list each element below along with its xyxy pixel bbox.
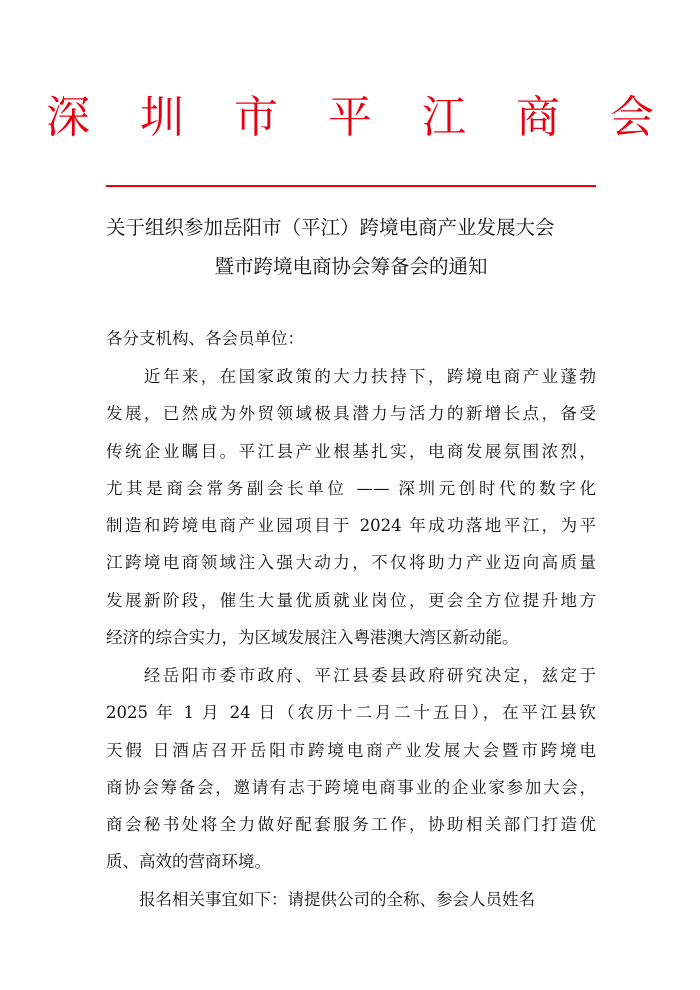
notice-title-line-2: 暨市跨境电商协会筹备会的通知 [214, 255, 488, 278]
paragraph-line: 商协会筹备会，邀请有志于跨境电商事业的企业家参加大会， [106, 777, 596, 797]
paragraph-line: 经岳阳市委市政府、平江县委县政府研究决定，兹定于 [106, 666, 596, 685]
paragraph-line: 质、高效的营商环境。 [106, 852, 271, 872]
paragraph-line: 发展新阶段，催生大量优质就业岗位，更会全方位提升地方 [106, 590, 596, 610]
paragraph-line: 发展，已然成为外贸领域极具潜力与活力的新增长点，备受 [106, 404, 596, 424]
paragraph-line: 经济的综合实力，为区域发展注入粤港澳大湾区新动能。 [106, 628, 519, 648]
paragraph-line: 尤其是商会常务副会长单位 —— 深圳元创时代的数字化 [106, 478, 596, 498]
paragraph-line: 近年来，在国家政策的大力扶持下，跨境电商产业蓬勃 [106, 367, 596, 386]
paragraph-2 [106, 657, 596, 881]
paragraph-1 [106, 358, 596, 656]
paragraph-line: 报名相关事宜如下：请提供公司的全称、参会人员姓名 [106, 890, 535, 909]
red-divider [106, 185, 596, 187]
paragraph-line: 商会秘书处将全力做好配套服务工作，协助相关部门打造优 [106, 815, 596, 835]
paragraph-line: 制造和跨境电商产业园项目于 2024 年成功落地平江，为平 [106, 516, 596, 536]
salutation: 各分支机构、各会员单位： [106, 329, 304, 348]
paragraph-line: 江跨境电商领域注入强大动力，不仅将助力产业迈向高质量 [106, 553, 596, 573]
paragraph-line: 传统企业瞩目。平江县产业根基扎实，电商发展氛围浓烈， [106, 441, 596, 461]
org-masthead: 深 圳 市 平 江 商 会 [46, 92, 672, 143]
paragraph-line: 2025 年 1 月 24 日（农历十二月二十五日），在平江县钦 [106, 703, 596, 723]
paragraph-3 [106, 881, 596, 918]
notice-title-line-1: 关于组织参加岳阳市（平江）跨境电商产业发展大会 [106, 216, 555, 239]
paragraph-line: 天假 日酒店召开岳阳市跨境电商产业发展大会暨市跨境电 [106, 740, 596, 760]
